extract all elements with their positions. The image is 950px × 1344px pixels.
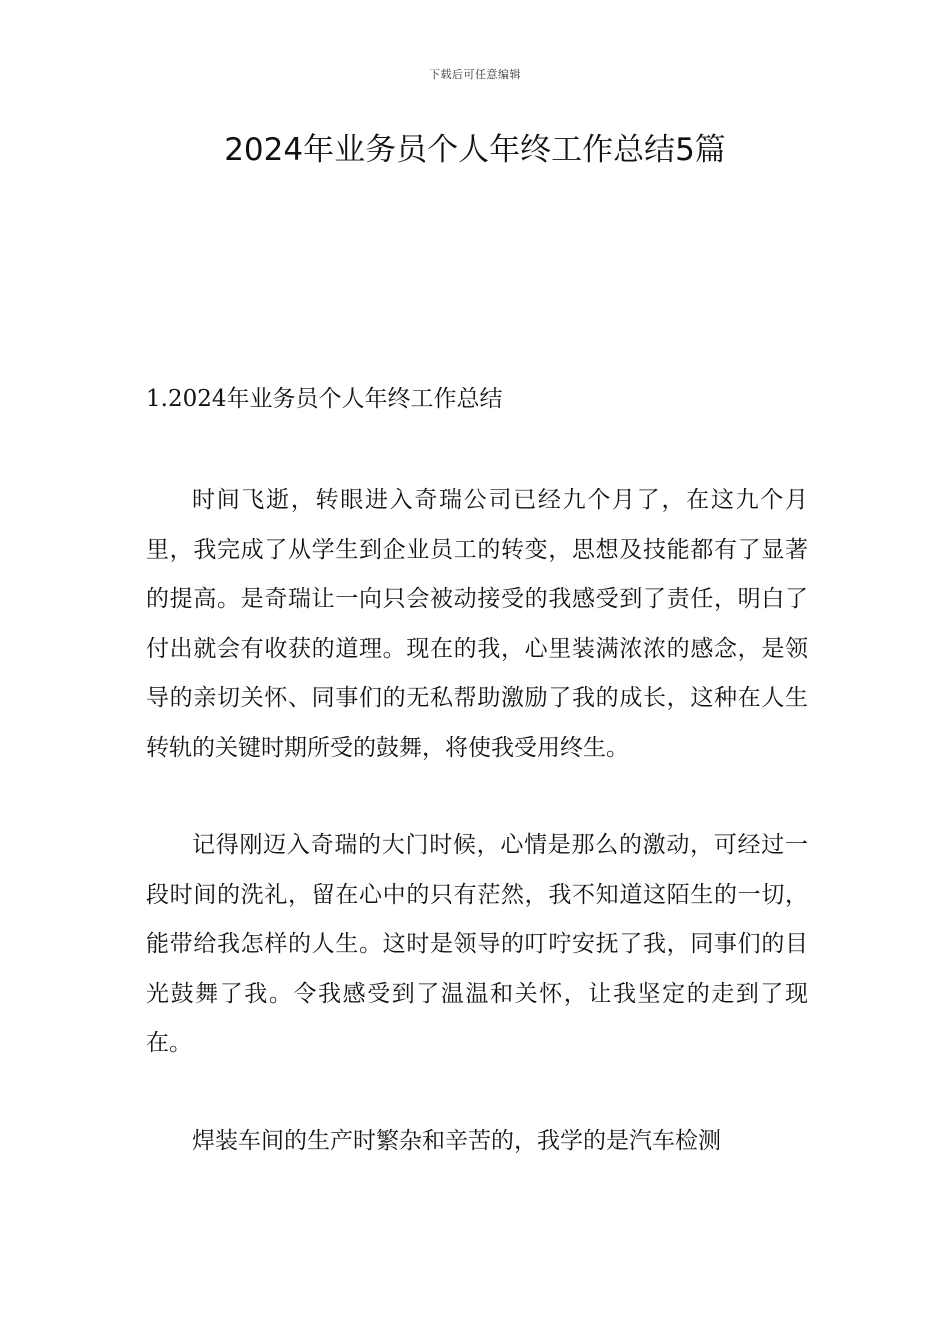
paragraph-1: 时间飞逝，转眼进入奇瑞公司已经九个月了，在这九个月里，我完成了从学生到企业员工的转变，思想及技能都有了显著的提高。是奇瑞让一向只会被动接受的我感受到了责任，明白了付出就会有收获的道理。现在的我，心里装满浓浓的感念，是领导的亲切关怀、同事们的无私帮助激励了我的成长，这种在人生转轨的关键时期所受的鼓舞，将使我受用终生。: [146, 487, 808, 761]
section-heading: 1.2024年业务员个人年终工作总结: [146, 386, 503, 412]
document-title: 2024年业务员个人年终工作总结5篇: [224, 132, 726, 168]
document-body: [146, 476, 808, 1214]
paragraph-2: 记得刚迈入奇瑞的大门时候，心情是那么的激动，可经过一段时间的洗礼，留在心中的只有茫然，我不知道这陌生的一切，能带给我怎样的人生。这时是领导的叮咛安抚了我，同事们的目光鼓舞了我。令我感受到了温温和关怀，让我坚定的走到了现在。: [146, 832, 808, 1056]
paragraph-3: 焊装车间的生产时繁杂和辛苦的，我学的是汽车检测: [192, 1127, 721, 1154]
header-note: 下载后可任意编辑: [429, 68, 521, 81]
